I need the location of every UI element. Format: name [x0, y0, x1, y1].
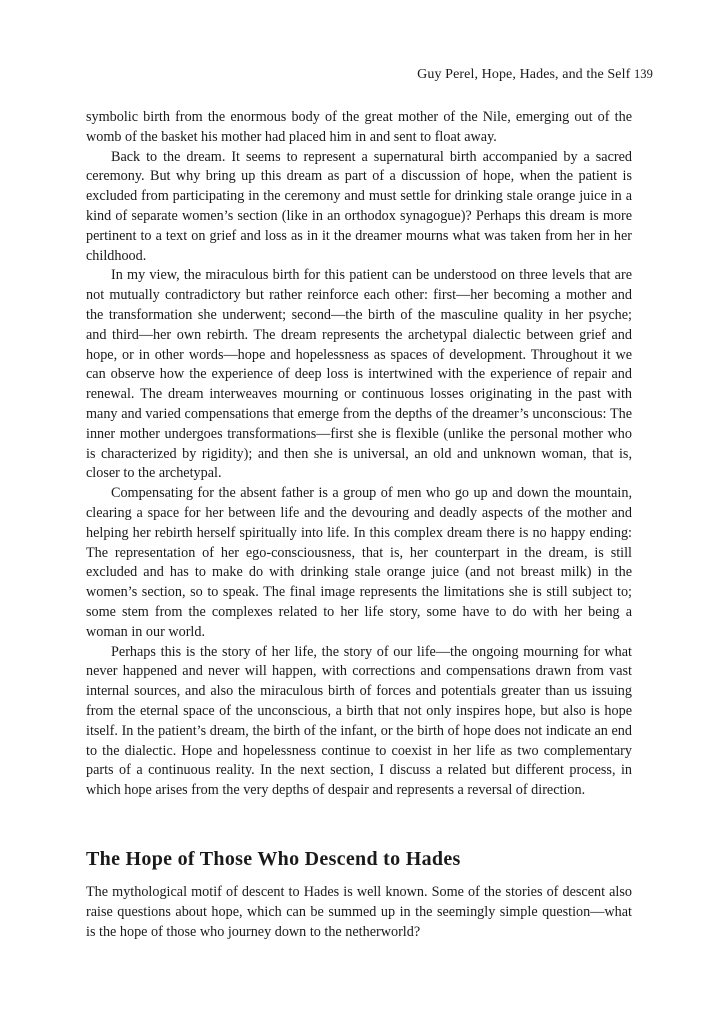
paragraph: Compensating for the absent father is a group of men who go up and down the mountain, clearing a space for her between life and the devouring and deadly aspects of the mother and helping her rebirth herself spiritually into life. In this complex dream there is no happy ending: The representation of her ego-consciousness, that is, her counterpart in the dream, is still excluded and has to make do with drinking stale orange juice (and not breast milk) in the women’s section, so to speak. The final image represents the limitations she is still subject to; some stem from the complexes related to her life story, some have to do with her being a woman in our world. [86, 485, 632, 640]
paragraph: In my view, the miraculous birth for this patient can be understood on three levels that are not mutually contradictory but rather reinforce each other: first—her becoming a mother and the transformation she underwent; second—the birth of the masculine quality in her psyche; and third—her own rebirth. The dream represents the archetypal dialectic between grief and hope, or in other words—hope and hopelessness as spaces of development. Throughout it we can observe how the experience of deep loss is intertwined with the experience of repair and renewal. The dream interweaves mourning or continuous losses originating in the past with many and varied compensations that emerge from the depths of the dreamer’s unconscious: The inner mother undergoes transformations—first she is flexible (unlike the personal mother who is characterized by rigidity); and then she is universal, an old and unknown woman, that is, closer to the archetypal. [86, 267, 632, 482]
section-body [86, 883, 632, 942]
paragraph: Back to the dream. It seems to represent a supernatural birth accompanied by a sacred ceremony. But why bring up this dream as part of a discussion of hope, when the patient is excluded from participating in the ceremony and must settle for drinking stale orange juice in a kind of separate women’s section (like in an orthodox synagogue)? Perhaps this dream is more pertinent to a text on grief and loss as in it the dreamer mourns what was taken from her in her childhood. [86, 148, 632, 264]
paragraph: Perhaps this is the story of her life, the story of our life—the ongoing mourning for what never happened and never will happen, with corrections and compensations drawn from vast internal sources, and also the miraculous birth of forces and potentials greater than us issuing from the eternal space of the unconscious, a birth that not only inspires hope, but also is hope itself. In the patient’s dream, the birth of the infant, or the birth of hope does not indicate an end to the dialectic. Hope and hopelessness continue to coexist in her life as two complementary parts of a continuous reality. In the next section, I discuss a related but different process, in which hope arises from the very depths of despair and represents a reversal of direction. [86, 643, 632, 799]
section-heading: The Hope of Those Who Descend to Hades [86, 848, 461, 870]
running-title: Guy Perel, Hope, Hades, and the Self [417, 67, 631, 82]
page-number: 139 [633, 67, 653, 81]
paragraph-continuation: symbolic birth from the enormous body of the great mother of the Nile, emerging out of the womb of the basket his mother had placed him in and sent to float away. [86, 109, 632, 145]
running-header [417, 67, 653, 83]
paragraph: The mythological motif of descent to Hades is well known. Some of the stories of descent also raise questions about hope, which can be summed up in the seemingly simple question—what is the hope of those who journey down to the netherworld? [86, 884, 632, 940]
body-text [86, 108, 632, 801]
